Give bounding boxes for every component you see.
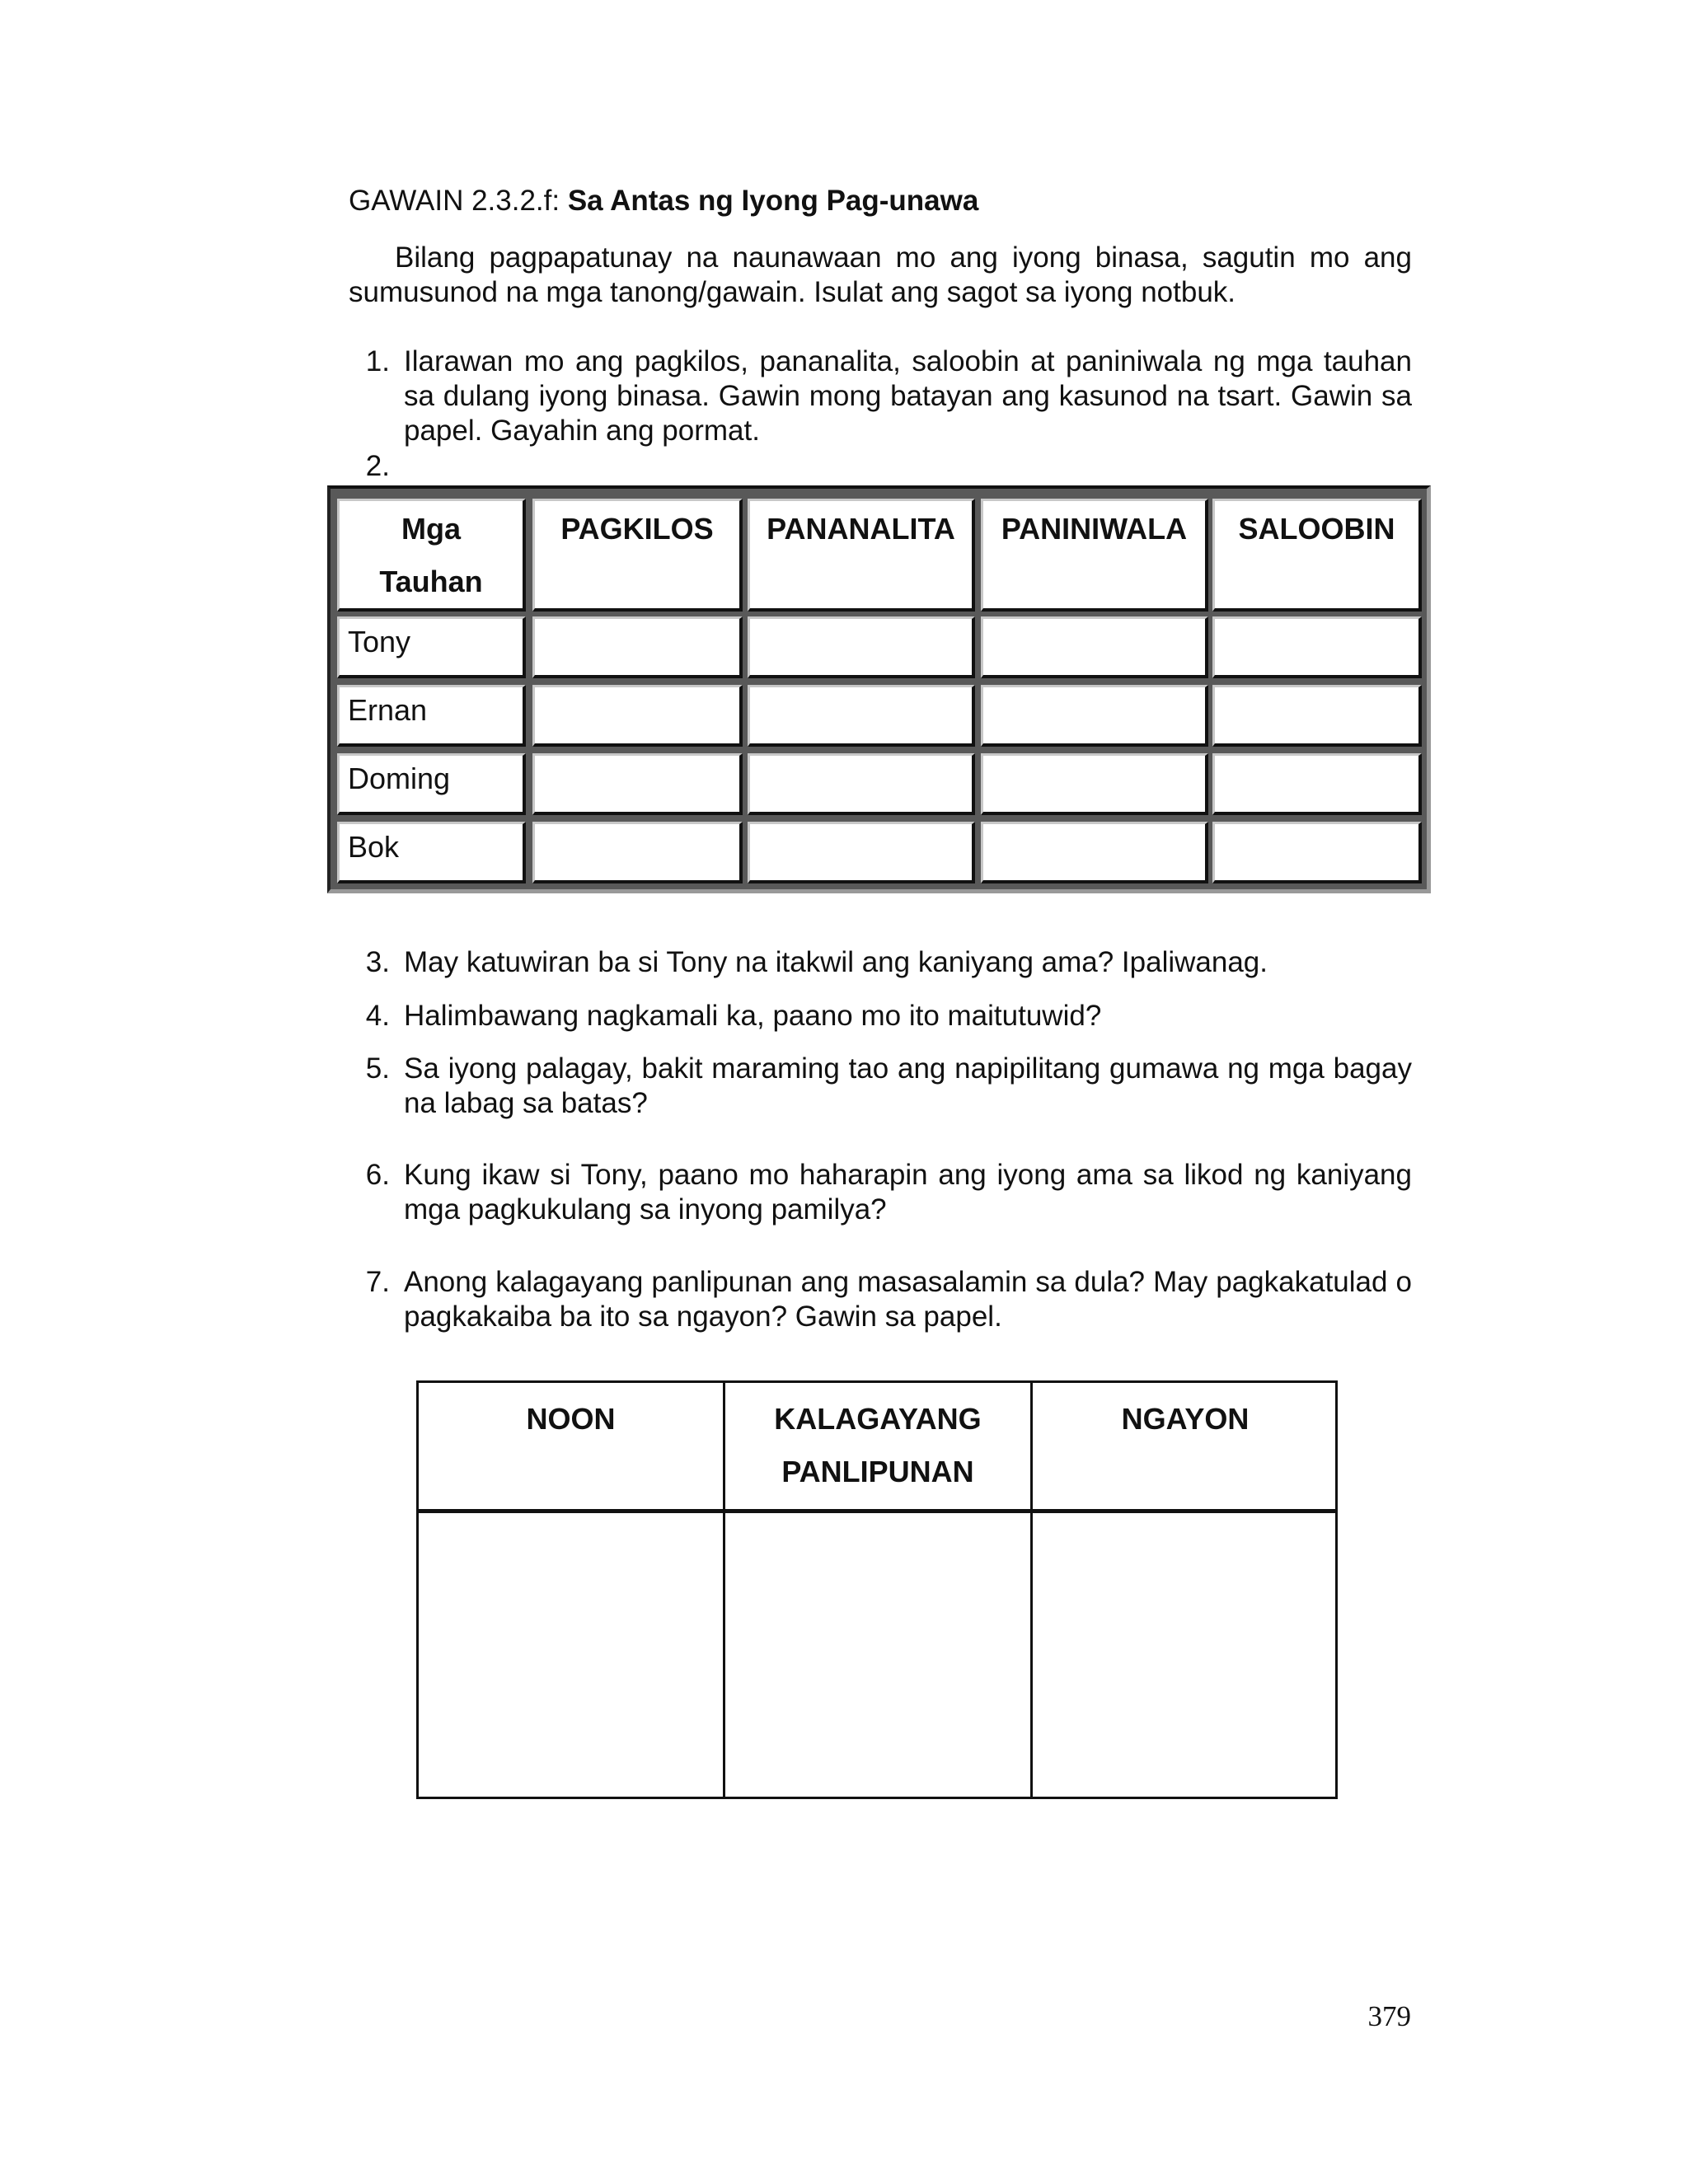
item-number: 7. <box>365 1266 390 1298</box>
table-cell <box>981 616 1208 678</box>
item-text: Kung ikaw si Tony, paano mo haharapin ang iyong ama sa likod ng kaniyang mga pagkukulang sa inyong pamilya? <box>404 1159 1412 1226</box>
table-cell <box>748 822 975 883</box>
header-line: PANANALITA <box>767 512 955 546</box>
table-header-cell <box>748 499 975 612</box>
activity-title: Sa Antas ng Iyong Pag-unawa <box>567 185 979 217</box>
table-cell <box>532 822 743 883</box>
table-cell <box>1212 753 1422 815</box>
list-item <box>349 1158 1412 1229</box>
comparison-header-cell <box>419 1393 723 1446</box>
table-cell <box>981 685 1208 747</box>
list-item <box>349 1265 1412 1336</box>
header-divider <box>419 1509 1335 1513</box>
item-number: 3. <box>365 946 390 978</box>
item-number: 5. <box>365 1052 390 1085</box>
list-item <box>349 945 1412 980</box>
table-cell <box>532 685 743 747</box>
list-item <box>349 999 1412 1033</box>
item-text: Halimbawang nagkamali ka, paano mo ito maitutuwid? <box>404 1000 1102 1032</box>
header-line: KALAGAYANG <box>774 1402 982 1436</box>
item-text: Sa iyong palagay, bakit maraming tao ang napipilitang gumawa ng mga bagay na labag sa batas? <box>404 1052 1412 1119</box>
table-cell <box>1212 616 1422 678</box>
character-table <box>327 485 1431 893</box>
table-header-cell <box>1212 499 1422 612</box>
intro-paragraph: Bilang pagpapatunay na naunawaan mo ang iyong binasa, sagutin mo ang sumusunod na mga tanong/gawain. Isulat ang sagot sa iyong notbuk. <box>349 241 1412 308</box>
item-number: 6. <box>365 1159 390 1191</box>
header-line: NOON <box>526 1402 616 1436</box>
table-row-name: Bok <box>337 822 526 883</box>
list-item <box>349 344 1412 452</box>
item-number: 1. <box>365 345 390 377</box>
table-row-name: Doming <box>337 753 526 815</box>
table-row-name: Tony <box>337 616 526 678</box>
header-line: PANINIWALA <box>1001 512 1188 546</box>
table-cell <box>748 616 975 678</box>
header-line: PANLIPUNAN <box>781 1455 974 1488</box>
table-cell <box>748 753 975 815</box>
item-text: May katuwiran ba si Tony na itakwil ang kaniyang ama? Ipaliwanag. <box>404 946 1268 978</box>
activity-code: GAWAIN 2.3.2.f: <box>349 185 560 217</box>
comparison-header-cell <box>725 1393 1030 1498</box>
table-cell <box>1212 685 1422 747</box>
item-text: Ilarawan mo ang pagkilos, pananalita, saloobin at paniniwala ng mga tauhan sa dulang iyong binasa. Gawin mong batayan ang kasunod na tsart. Gawin sa papel. Gayahin ang pormat. <box>404 345 1412 447</box>
list-item <box>349 449 1412 484</box>
list-item <box>349 1052 1412 1122</box>
header-line: SALOOBIN <box>1238 512 1395 546</box>
comparison-header-cell <box>1033 1393 1338 1446</box>
table-cell <box>981 753 1208 815</box>
header-line: PAGKILOS <box>560 512 714 546</box>
table-header-cell <box>337 499 526 612</box>
table-cell <box>981 822 1208 883</box>
table-cell <box>1212 822 1422 883</box>
table-cell <box>532 753 743 815</box>
item-text: Anong kalagayang panlipunan ang masasalamin sa dula? May pagkakatulad o pagkakaiba ba ito sa ngayon? Gawin sa papel. <box>404 1266 1412 1333</box>
table-cell <box>532 616 743 678</box>
table-header-cell <box>532 499 743 612</box>
item-number: 2. <box>365 450 390 482</box>
table-header-cell <box>981 499 1208 612</box>
comparison-table <box>416 1380 1338 1799</box>
item-number: 4. <box>365 1000 390 1032</box>
header-line: Tauhan <box>379 565 483 598</box>
page-number: 379 <box>1367 2000 1411 2032</box>
header-line: Mga <box>401 512 461 546</box>
header-line: NGAYON <box>1121 1402 1250 1436</box>
table-cell <box>748 685 975 747</box>
table-row-name: Ernan <box>337 685 526 747</box>
activity-heading <box>349 183 978 219</box>
